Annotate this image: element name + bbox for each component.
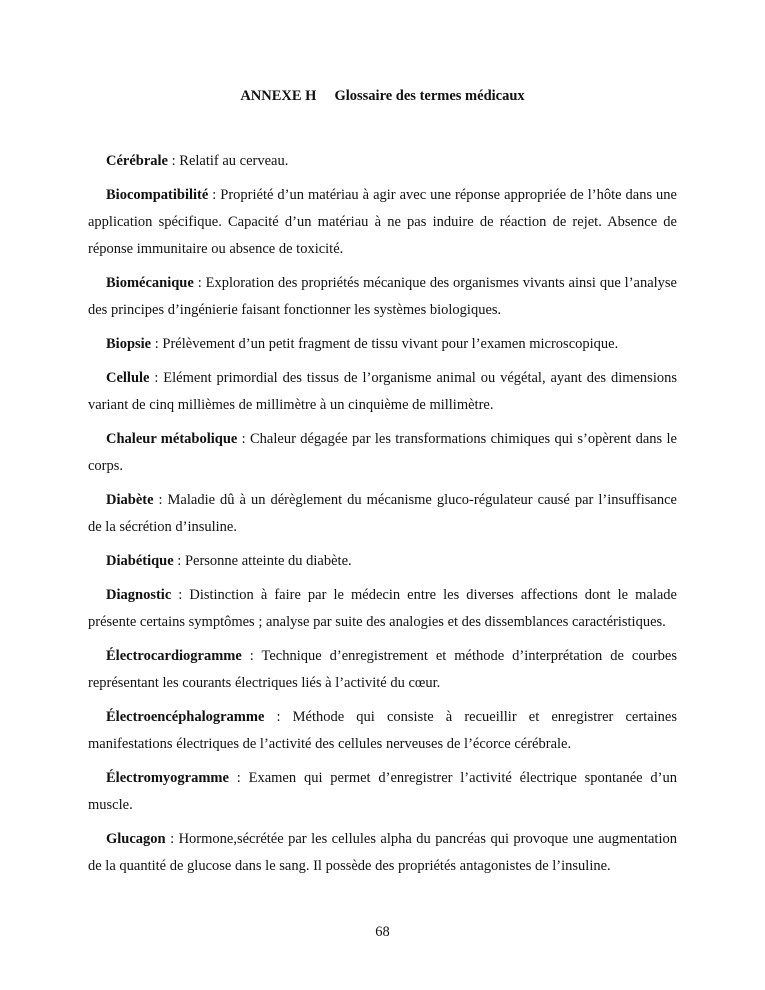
glossary-definition: : Technique d’enregistrement et méthode d’interprétation de courbes représentant les courants électriques liés à l’activité du cœur. (88, 648, 677, 691)
glossary-definition: : Méthode qui consiste à recueillir et enregistrer certaines manifestations électriques de l’activité des cellules nerveuses de l’écorce cérébrale. (88, 709, 677, 752)
glossary-entry (88, 487, 677, 541)
annex-heading (0, 88, 765, 105)
glossary-term: Biocompatibilité (106, 187, 209, 203)
glossary-entry (88, 582, 677, 636)
glossary-entry (88, 826, 677, 880)
glossary-definition: : Relatif au cerveau. (168, 153, 289, 169)
glossary-definition: : Personne atteinte du diabète. (173, 553, 352, 569)
annex-title: Glossaire des termes médicaux (334, 88, 525, 104)
glossary-definition: : Hormone,sécrétée par les cellules alpha du pancréas qui provoque une augmentation de la quantité de glucose dans le sang. Il possède des propriétés antagonistes de l’insuline. (88, 831, 677, 874)
glossary-list (88, 148, 677, 887)
glossary-entry (88, 765, 677, 819)
glossary-term: Diagnostic (106, 587, 172, 603)
glossary-term: Électroencéphalogramme (106, 709, 265, 725)
glossary-definition: : Propriété d’un matériau à agir avec une réponse appropriée de l’hôte dans une application spécifique. Capacité d’un matériau à ne pas induire de réaction de rejet. Absence de réponse immunitaire ou absence de toxicité. (88, 187, 677, 257)
glossary-definition: : Distinction à faire par le médecin entre les diverses affections dont le malade présente certains symptômes ; analyse par suite des analogies et des dissemblances caractéristiques. (88, 587, 677, 630)
glossary-term: Diabète (106, 492, 154, 508)
glossary-term: Électromyogramme (106, 770, 229, 786)
glossary-term: Chaleur métabolique (106, 431, 238, 447)
glossary-term: Cérébrale (106, 153, 168, 169)
glossary-entry (88, 331, 677, 358)
annex-label: ANNEXE H (240, 88, 317, 104)
glossary-term: Biopsie (106, 336, 152, 352)
glossary-definition: : Chaleur dégagée par les transformations chimiques qui s’opèrent dans le corps. (88, 431, 677, 474)
glossary-definition: : Examen qui permet d’enregistrer l’activité électrique spontanée d’un muscle. (88, 770, 677, 813)
glossary-entry (88, 643, 677, 697)
glossary-term: Biomécanique (106, 275, 194, 291)
glossary-entry (88, 182, 677, 263)
glossary-definition: : Exploration des propriétés mécanique des organismes vivants ainsi que l’analyse des principes d’ingénierie faisant fonctionner les systèmes biologiques. (88, 275, 677, 318)
glossary-definition: : Prélèvement d’un petit fragment de tissu vivant pour l’examen microscopique. (151, 336, 619, 352)
glossary-definition: : Elément primordial des tissus de l’organisme animal ou végétal, ayant des dimensions variant de cinq millièmes de millimètre à un cinquième de millimètre. (88, 370, 677, 413)
glossary-term: Glucagon (106, 831, 166, 847)
glossary-term: Diabétique (106, 553, 174, 569)
glossary-definition: : Maladie dû à un dérèglement du mécanisme gluco-régulateur causé par l’insuffisance de la sécrétion d’insuline. (88, 492, 677, 535)
page-number: 68 (375, 924, 390, 940)
glossary-entry (88, 704, 677, 758)
glossary-term: Cellule (106, 370, 150, 386)
glossary-entry (88, 426, 677, 480)
glossary-entry (88, 365, 677, 419)
glossary-entry (88, 148, 677, 175)
glossary-entry (88, 270, 677, 324)
glossary-entry (88, 548, 677, 575)
glossary-term: Électrocardiogramme (106, 648, 242, 664)
